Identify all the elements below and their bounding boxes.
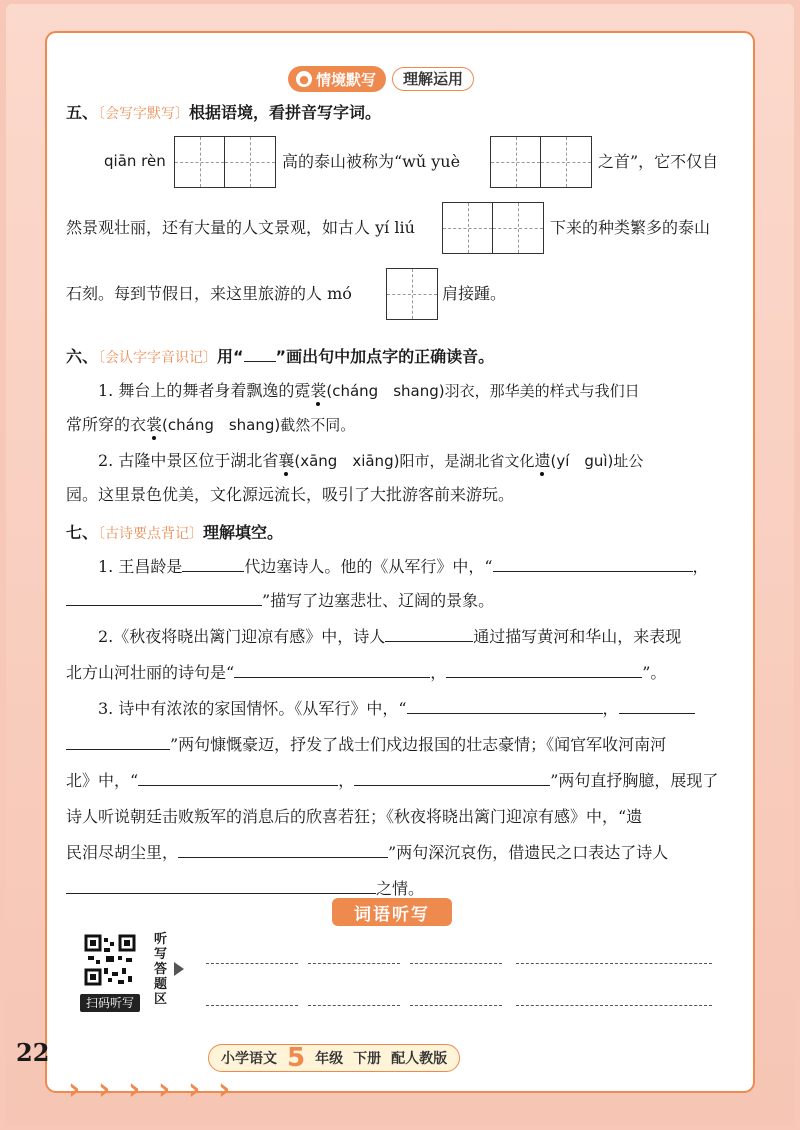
arrow-right-icon	[174, 962, 184, 976]
banner-subtitle: 理解运用	[392, 67, 474, 91]
blank-poem-9[interactable]	[178, 841, 388, 858]
chevron-icon: ›	[128, 1072, 141, 1107]
blank-poem-4[interactable]	[446, 661, 642, 678]
chevron-icon: ›	[158, 1072, 171, 1107]
page-number: 22	[16, 1038, 50, 1067]
question-tag: 〔会写字默写〕	[98, 106, 190, 122]
answer-area-label: 听 写 答 题 区	[154, 932, 168, 1007]
chevron-icon: ›	[98, 1072, 111, 1107]
q5-text-2a: 然景观壮丽，还有大量的人文景观，如古人 yí liú	[66, 218, 415, 237]
dictation-line[interactable]	[410, 1004, 502, 1006]
blank-poem-2[interactable]	[66, 589, 262, 606]
answer-grid-mo[interactable]	[386, 268, 438, 320]
q5-text-1b: 之首”，它不仅自	[598, 152, 719, 171]
question-5-heading: 五、〔会写字默写〕根据语境，看拼音写字词。	[66, 103, 382, 122]
q6-sentence-2: 2. 古隆中景区位于湖北省襄(xāng xiāng)阳市，是湖北省文化遗(yí guì)址公	[98, 451, 644, 470]
q7-line-9: 民泪尽胡尘里， ”两句深沉哀伤，借遗民之口表达了诗人	[66, 843, 669, 862]
blank-emotion[interactable]	[66, 877, 376, 894]
section-banner	[288, 66, 474, 92]
term: 下册	[353, 1051, 382, 1067]
question-6-heading: 六、〔会认字字音识记〕用“ ”画出句中加点字的正确读音。	[66, 347, 495, 366]
blank-poem-8[interactable]	[354, 769, 550, 786]
subject: 小学语文	[221, 1051, 277, 1067]
q7-line-8: 诗人听说朝廷击败叛军的消息后的欣喜若狂；《秋夜将晓出篱门迎凉有感》中，“遗	[66, 807, 643, 826]
q7-line-4: 北方山河壮丽的诗句是“ ， ”。	[66, 663, 667, 682]
q5-text-2b: 下来的种类繁多的泰山	[550, 218, 711, 237]
underline-sample	[244, 345, 276, 362]
dictation-line[interactable]	[206, 1004, 298, 1006]
q7-line-7: 北》中，“ ， ”两句直抒胸臆，展现了	[66, 771, 719, 790]
blank-poem-5[interactable]	[407, 697, 603, 714]
q6-sentence-1: 1. 舞台上的舞者身着飘逸的霓裳(cháng shang)羽衣，那华美的样式与我们日	[98, 381, 640, 400]
grade-number: 5	[287, 1043, 306, 1073]
dictation-line[interactable]	[516, 1004, 712, 1006]
qr-code-icon[interactable]	[84, 934, 136, 986]
book-info	[208, 1044, 460, 1072]
q7-line-6: ”两句慷慨豪迈，抒发了战士们戍边报国的壮志豪情；《闻官军收河南河	[66, 732, 756, 755]
question-7-heading: 七、〔古诗要点背记〕理解填空。	[66, 523, 284, 542]
pinyin-qianren: qiān rèn	[104, 152, 166, 170]
q5-text-1a: 高的泰山被称为“wǔ yuè	[282, 152, 461, 171]
chevron-icon: ›	[68, 1072, 81, 1107]
q7-line-5: 3. 诗中有浓浓的家国情怀。《从军行》中，“ ，	[98, 696, 788, 719]
banner-title: 情境默写	[316, 70, 377, 89]
edition: 配人教版	[391, 1051, 448, 1067]
blank-poem-3[interactable]	[234, 661, 430, 678]
dictation-line[interactable]	[308, 962, 400, 964]
bear-icon: ●	[296, 71, 312, 87]
q6-sentence-1-cont: 常所穿的衣裳(cháng shang)截然不同。	[66, 415, 356, 434]
dictation-line[interactable]	[206, 962, 298, 964]
answer-grid-wuyue[interactable]	[490, 136, 592, 188]
blank-poet[interactable]	[385, 625, 473, 642]
blank-poem-6b[interactable]	[66, 733, 170, 750]
dictation-line[interactable]	[308, 1004, 400, 1006]
blank-dynasty[interactable]	[182, 555, 244, 572]
blank-poem-1[interactable]	[493, 555, 693, 572]
q7-line-2: ”描写了边塞悲壮、辽阔的景象。	[66, 588, 756, 611]
q5-text-3b: 肩接踵。	[442, 284, 507, 303]
q7-line-10: 之情。	[66, 876, 756, 899]
dictation-line[interactable]	[516, 962, 712, 964]
answer-grid-qianren[interactable]	[174, 136, 276, 188]
content	[46, 34, 754, 1094]
q5-text-3a: 石刻。每到节假日，来这里旅游的人 mó	[66, 284, 352, 303]
dictation-title: 词语听写	[332, 898, 452, 926]
scan-label: 扫码听写	[80, 994, 140, 1012]
q7-line-3: 2.《秋夜将晓出篱门迎凉有感》中，诗人 通过描写黄河和华山，来表现	[98, 627, 682, 646]
chevron-icon: ›	[188, 1072, 201, 1107]
blank-poem-6a[interactable]	[619, 697, 695, 714]
dictation-line[interactable]	[410, 962, 502, 964]
chevron-icon: ›	[218, 1072, 231, 1107]
banner-pill	[288, 66, 386, 92]
blank-poem-7[interactable]	[138, 769, 338, 786]
answer-grid-yiliu[interactable]	[442, 202, 544, 254]
grade-label: 年级	[315, 1051, 344, 1067]
question-tag: 〔古诗要点背记〕	[98, 526, 204, 542]
q6-sentence-2-cont: 园。这里景色优美，文化源远流长，吸引了大批游客前来游玩。	[66, 485, 515, 504]
question-tag: 〔会认字字音识记〕	[98, 350, 218, 366]
q7-line-1: 1. 王昌龄是 代边塞诗人。他的《从军行》中，“ ，	[98, 557, 709, 576]
